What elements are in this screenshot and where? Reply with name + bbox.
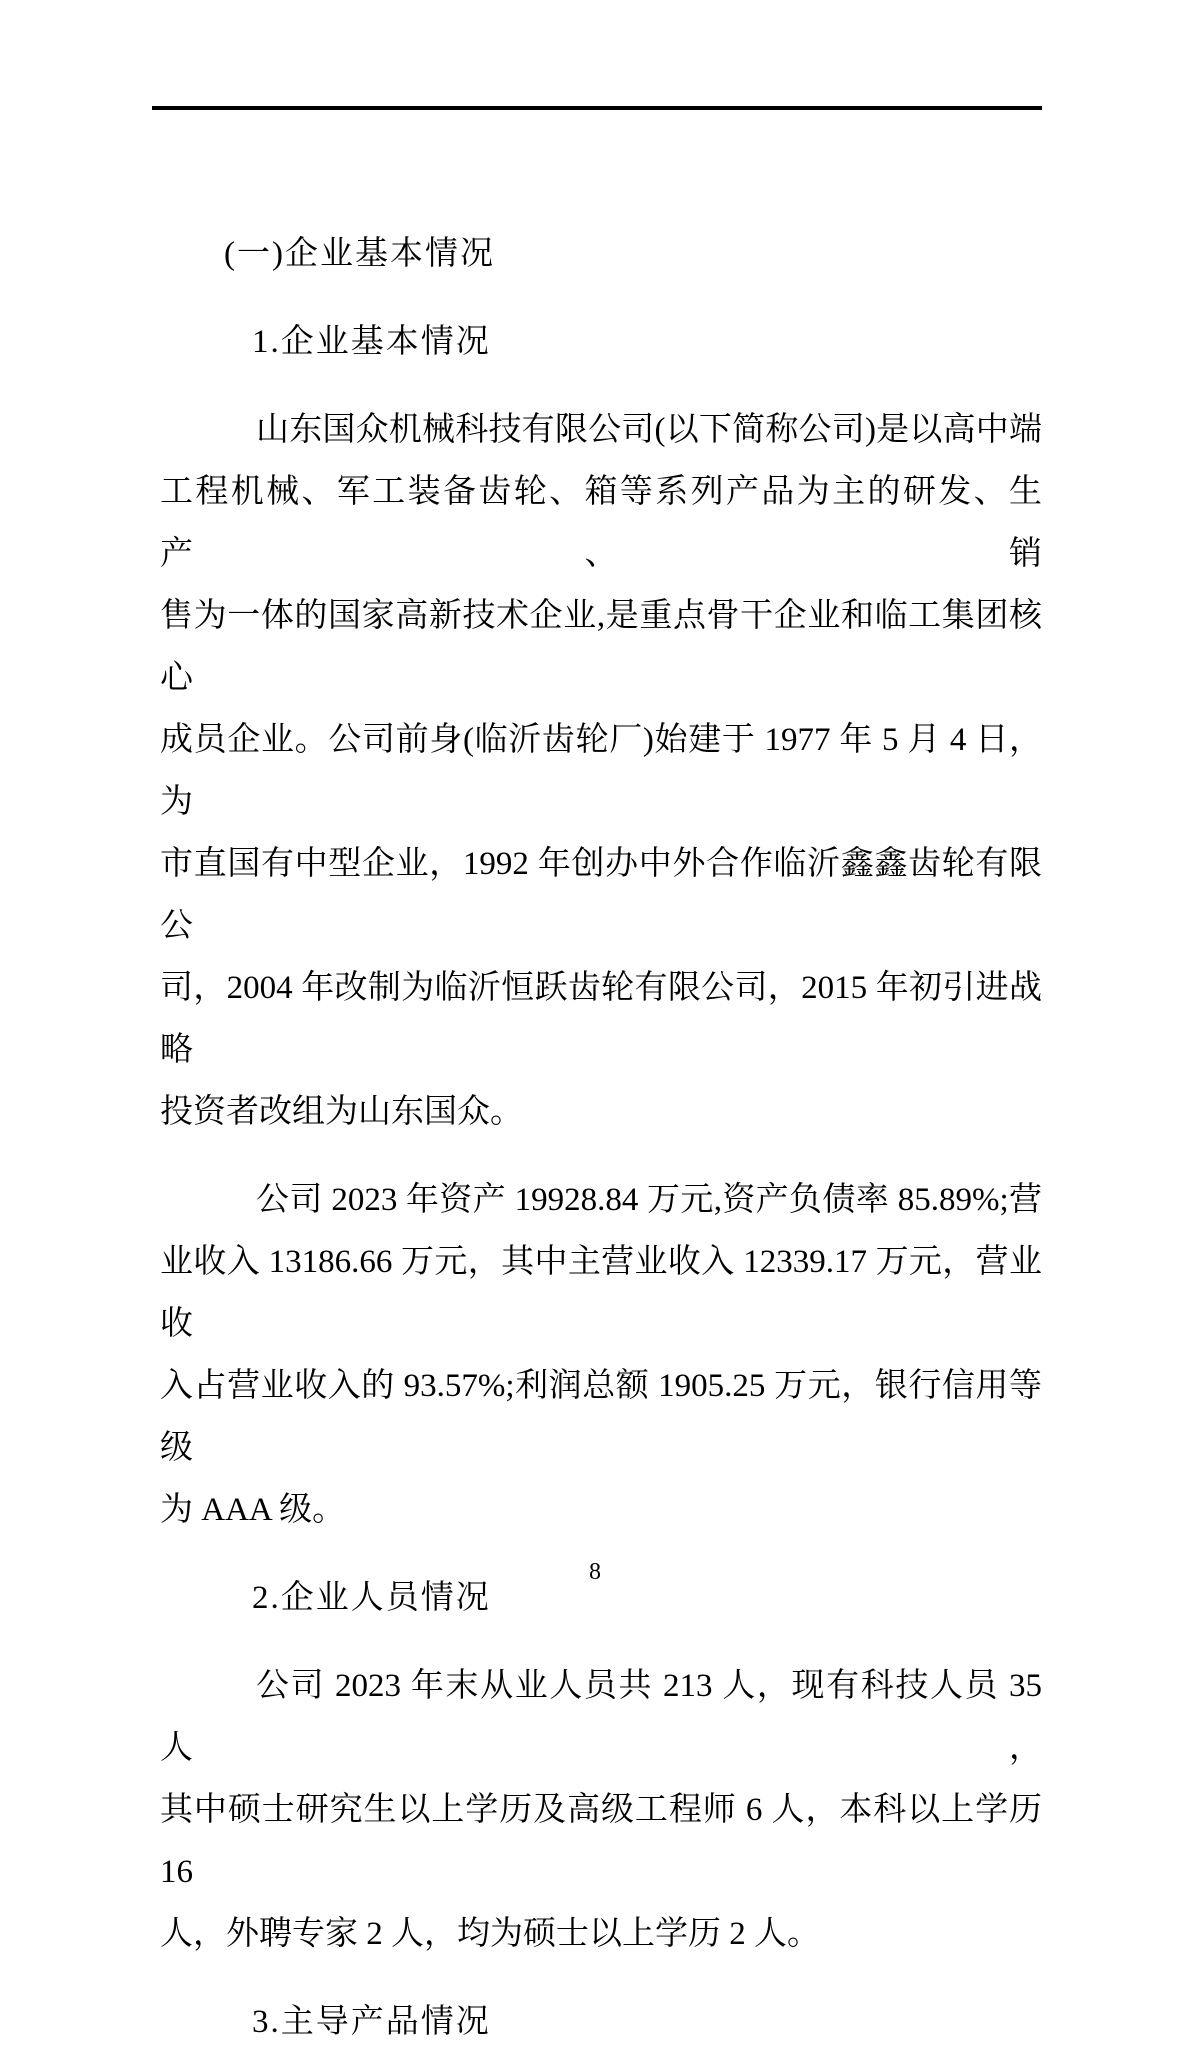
text-line: 业收入 13186.66 万元，其中主营业收入 12339.17 万元，营业收 [160,1244,1043,1342]
text-line: 市直国有中型企业，1992 年创办中外合作临沂鑫鑫齿轮有限公 [160,846,1042,944]
text-line: 成员企业。公司前身(临沂齿轮厂)始建于 1977 年 5 月 4 日，为 [160,722,1042,820]
page-number: 8 [589,1559,601,1585]
text-line: 公司 2023 年资产 19928.84 万元,资产负债率 85.89%;营 [256,1182,1042,1218]
text-line: 售为一体的国家高新技术企业,是重点骨干企业和临工集团核心 [160,598,1042,696]
text-line: 工程机械、军工装备齿轮、箱等系列产品为主的研发、生产、销 [160,474,1042,572]
subsection-heading-staff: 2.企业人员情况 [252,1580,491,1616]
text-line: 入占营业收入的 93.57%;利润总额 1905.25 万元，银行信用等级 [160,1368,1042,1466]
text-line: 其中硕士研究生以上学历及高级工程师 6 人，本科以上学历 16 [160,1792,1042,1890]
section-heading-basic-info: (一)企业基本情况 [224,236,495,272]
text-line: 司，2004 年改制为临沂恒跃齿轮有限公司，2015 年初引进战略 [160,970,1042,1068]
subsection-heading-company-basic: 1.企业基本情况 [252,324,491,360]
document-body [160,110,1042,2053]
text-line: 人，外聘专家 2 人，均为硕士以上学历 2 人。 [160,1916,820,1952]
paragraph-company-finance [160,1169,1042,1541]
text-line: 公司 2023 年末从业人员共 213 人，现有科技人员 35 人， [160,1668,1042,1766]
text-line: 投资者改组为山东国众。 [160,1094,523,1130]
subsection-heading-products: 3.主导产品情况 [252,2004,491,2040]
paragraph-company-intro [160,399,1042,1143]
text-line: 为 AAA 级。 [160,1492,346,1528]
paragraph-staff-info [160,1655,1042,1965]
text-line: 山东国众机械科技有限公司(以下简称公司)是以高中端 [256,412,1042,448]
